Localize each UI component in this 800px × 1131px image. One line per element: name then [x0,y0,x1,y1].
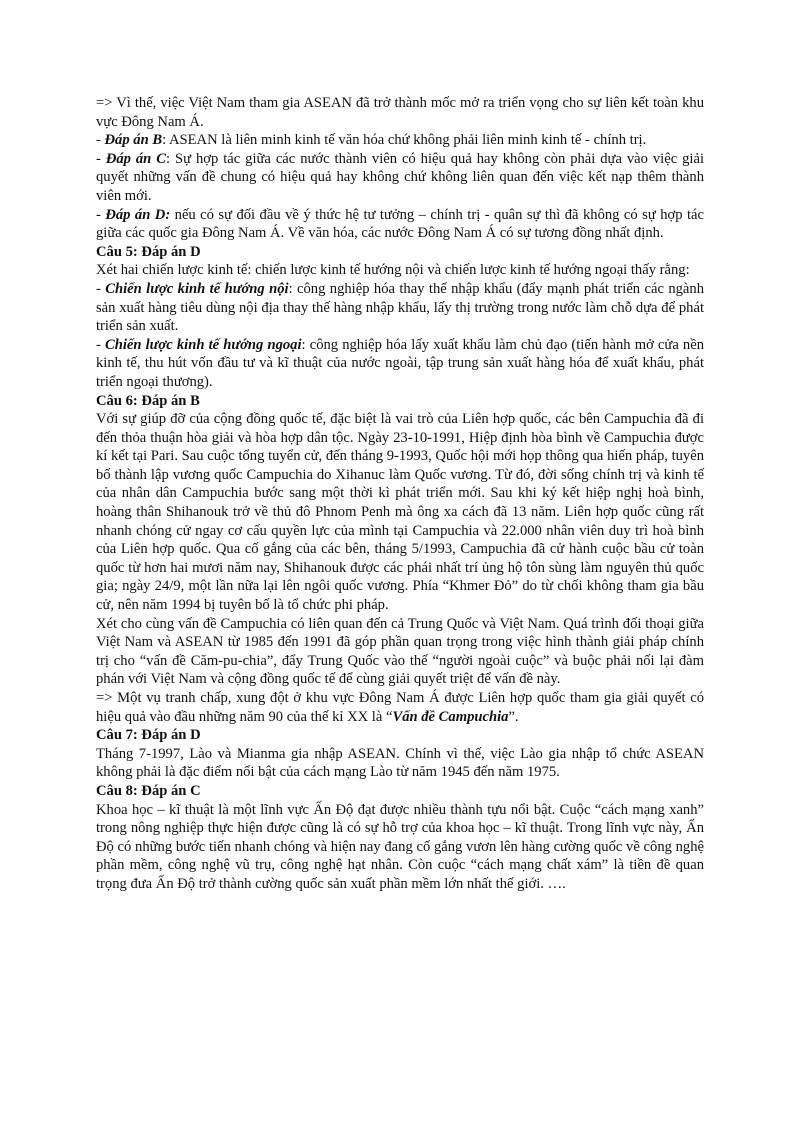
question-7-heading: Câu 7: Đáp án D [96,727,201,744]
conclusion-text: => Một vụ tranh chấp, xung đột ở khu vực Đông Nam Á được Liên hợp quốc tham gia giải quyết có hiệu quả vào đầu những năm 90 của thế kỉ XX là “ [96,690,704,725]
option-label: Đáp án C [105,150,166,167]
strategy-label: Chiến lược kinh tế hướng nội [105,280,289,297]
answer-emphasis: Vấn đề Campuchia [392,708,509,725]
dash: - [96,280,106,297]
option-label: Đáp án D: [105,206,171,223]
paragraph-option-b [96,131,704,150]
option-text: nếu có sự đối đầu về ý thức hệ tư tưởng – chính trị - quân sự thì đã không có sự hợp tác giữa các quốc gia Đông Nam Á. Về văn hóa, các nước Đông Nam Á có sự tương đồng nhất định. [96,206,704,242]
paragraph-option-c [96,150,704,206]
paragraph-q6-conclusion [96,689,704,726]
document-page [96,94,704,894]
paragraph-q6-body: Với sự giúp đỡ của cộng đồng quốc tế, đặc biệt là vai trò của Liên hợp quốc, các bên Campuchia đã đi đến thỏa thuận hòa giải và hòa hợp dân tộc. Ngày 23-10-1991, Hiệp định hòa bình về Campuchia được kí kết tại Pari. Sau cuộc tổng tuyển cử, đến tháng 9-1993, Quốc hội mới họp thông qua hiến pháp, tuyên bố thành lập vương quốc Campuchia do Xihanuc làm Quốc vương. Từ đó, đời sống chính trị và kinh tế của nhân dân Campuchia bước sang một thời kì phát triển mới. Sau khi ký kết hiệp nghị hoà bình, hoàng thân Shihanouk trở về thủ đô Phnom Penh mà ông xa cách đã 13 năm. Liên hợp quốc cũng rất nhanh chóng cử ngay cơ cấu quyền lực của mình tại Campuchia và 22.000 nhân viên duy trì hoà bình của Liên hợp quốc. Qua cố gắng của các bên, tháng 5/1993, Campuchia đã cử hành cuộc bầu cử toàn quốc từ hơn hai mươi năm nay, Shihanouk được các phái nhất trí ủng hộ tôn sùng làm nguyên thủ quốc gia; ngày 24/9, một lần nữa lại lên ngôi quốc vương. Phía “Khmer Đỏ” do từ chối không tham gia bầu cử, nên năm 1994 bị tuyên bố là tổ chức phi pháp. [96,411,704,614]
option-label: Đáp án B [104,132,163,149]
paragraph-q6-analysis: Xét cho cùng vấn đề Campuchia có liên quan đến cả Trung Quốc và Việt Nam. Quá trình đối thoại giữa Việt Nam và ASEAN từ 1985 đến 1991 đã góp phần quan trọng trong việc hình thành giải pháp chính trị cho “vấn đề Căm-pu-chia”, đẩy Trung Quốc vào thế “người ngoài cuộc” và buộc phải nối lại đàm phán với Việt Nam và cộng đồng quốc tế để cùng giải quyết triệt để vấn đề này. [96,615,704,688]
strategy-text: : công nghiệp hóa lấy xuất khẩu làm chủ đạo (tiến hành mở cửa nền kinh tế, thu hút vốn đầu tư và kĩ thuật của nước ngoài, tập trung sản xuất hàng hóa để xuất khẩu, phát triển ngoại thương). [96,336,704,390]
question-8-heading: Câu 8: Đáp án C [96,782,201,799]
paragraph-inward-strategy [96,280,704,336]
option-text: : Sự hợp tác giữa các nước thành viên có hiệu quả hay không còn phải dựa vào việc giải quyết những vấn đề chung có hiệu quả hay không chứ không liên quan đến việc kết nạp thêm thành viên mới. [96,150,705,204]
paragraph-q7-body: Tháng 7-1997, Lào và Mianma gia nhập ASEAN. Chính vì thế, việc Lào gia nhập tổ chức ASEAN không phải là đặc điểm nổi bật của cách mạng Lào từ năm 1945 đến năm 1975. [96,745,704,781]
strategy-label: Chiến lược kinh tế hướng ngoại [105,336,302,353]
paragraph-option-d [96,206,704,243]
dash: - [96,206,106,223]
dash: - [96,132,105,149]
paragraph-conclusion: => Vì thế, việc Việt Nam tham gia ASEAN đã trở thành mốc mở ra triển vọng cho sự liên kết toàn khu vực Đông Nam Á. [96,95,704,130]
paragraph-q8-body: Khoa học – kĩ thuật là một lĩnh vực Ấn Độ đạt được nhiều thành tựu nổi bật. Cuộc “cách mạng xanh” trong nông nghiệp thực hiện được cũng là có sự hỗ trợ của khoa học – kĩ thuật. Trong lĩnh vực này, Ấn Độ có những bước tiến nhanh chóng và hiện nay đang cố gắng vươn lên hàng cường quốc về công nghệ phần mềm, công nghệ vũ trụ, công nghệ hạt nhân. Còn cuộc “cách mạng chất xám” là tiền đề quan trọng đưa Ấn Độ trở thành cường quốc sản xuất phần mềm lớn nhất thế giới. …. [96,801,704,892]
option-text: : ASEAN là liên minh kinh tế văn hóa chứ không phải liên minh kinh tế - chính trị. [162,132,647,149]
paragraph-q5-intro: Xét hai chiến lược kinh tế: chiến lược kinh tế hướng nội và chiến lược kinh tế hướng ngoại thấy rằng: [96,262,690,279]
dash: - [96,150,106,167]
closing-quote: ”. [508,708,519,725]
strategy-text: : công nghiệp hóa thay thế nhập khẩu (đẩy mạnh phát triển các ngành sản xuất hàng tiêu dùng nội địa thay thế hàng nhập khẩu, lấy thị trường trong nước làm chỗ dựa để phát triển sản xuất. [96,280,704,335]
question-6-heading: Câu 6: Đáp án B [96,392,200,409]
question-5-heading: Câu 5: Đáp án D [96,243,201,260]
paragraph-outward-strategy [96,336,704,392]
dash: - [96,336,105,353]
